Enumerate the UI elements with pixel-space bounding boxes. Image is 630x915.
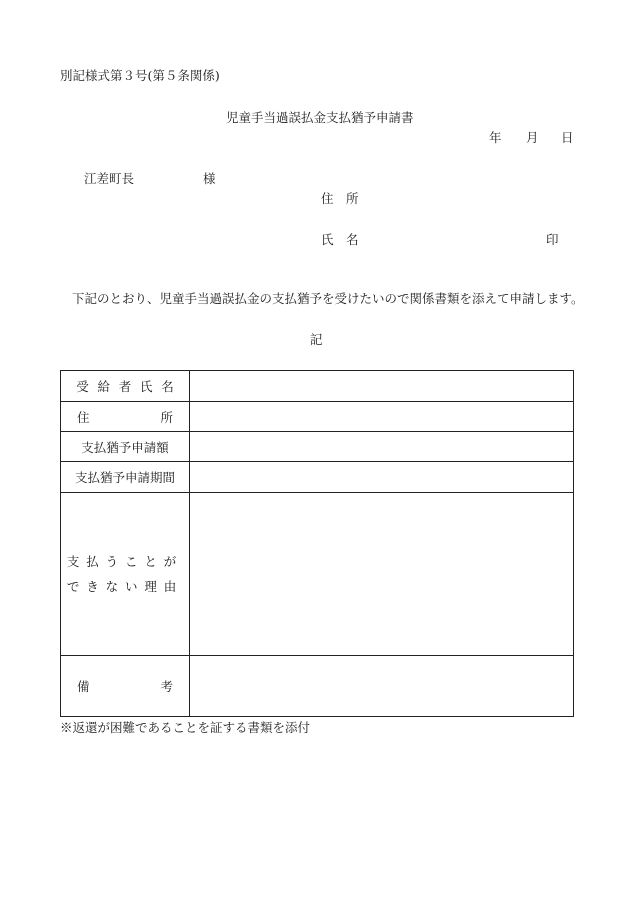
date-month-label: 月 xyxy=(526,130,539,145)
row-recipient-name xyxy=(61,371,574,402)
date-day-label: 日 xyxy=(561,130,574,145)
row-deferral-amount xyxy=(61,432,574,462)
recipient-name-label: 受給者氏名 xyxy=(76,379,183,394)
document-title: 児童手当過誤払金支払猶予申請書 xyxy=(226,110,414,125)
row-remarks xyxy=(61,656,574,717)
form-number: 別記様式第３号(第５条関係) xyxy=(60,68,220,83)
deferral-period-field[interactable] xyxy=(190,462,574,493)
ki-heading: 記 xyxy=(310,332,323,347)
addressee-name: 江差町長 xyxy=(84,171,135,186)
address-label-right: 所 xyxy=(160,409,173,425)
recipient-name-field[interactable] xyxy=(190,371,574,402)
address-label-left: 住 xyxy=(77,409,90,425)
applicant-address-label: 住 所 xyxy=(321,191,359,206)
addressee-honorific: 様 xyxy=(203,171,216,186)
application-statement: 下記のとおり、児童手当過誤払金の支払猶予を受けたいので関係書類を添えて申請します。 xyxy=(72,291,584,306)
applicant-name-label: 氏 名 xyxy=(321,232,359,247)
remarks-label-right: 考 xyxy=(160,679,173,694)
address-field[interactable] xyxy=(190,402,574,432)
reason-label xyxy=(67,549,183,599)
deferral-amount-field[interactable] xyxy=(190,432,574,462)
row-deferral-period xyxy=(61,462,574,493)
row-reason xyxy=(61,493,574,656)
seal-label: 印 xyxy=(546,232,559,247)
date-year-label: 年 xyxy=(489,130,502,145)
deferral-amount-label: 支払猶予申請額 xyxy=(81,439,169,455)
reason-field[interactable] xyxy=(190,493,574,656)
remarks-field[interactable] xyxy=(190,656,574,717)
footnote: ※返還が困難であることを証する書類を添付 xyxy=(60,720,311,735)
remarks-label-left: 備 xyxy=(77,679,90,694)
application-table xyxy=(60,370,574,717)
recipient-name-label-cell xyxy=(61,371,190,402)
deferral-period-label: 支払猶予申請期間 xyxy=(74,470,175,485)
address-label-cell xyxy=(61,402,190,432)
remarks-label-cell xyxy=(61,656,190,717)
reason-label-cell xyxy=(61,493,190,656)
deferral-period-label-cell xyxy=(61,462,190,493)
deferral-amount-label-cell xyxy=(61,432,190,462)
reason-label-line1: 支払うことが xyxy=(66,554,184,569)
row-address xyxy=(61,402,574,432)
reason-label-line2: できない理由 xyxy=(66,579,184,594)
